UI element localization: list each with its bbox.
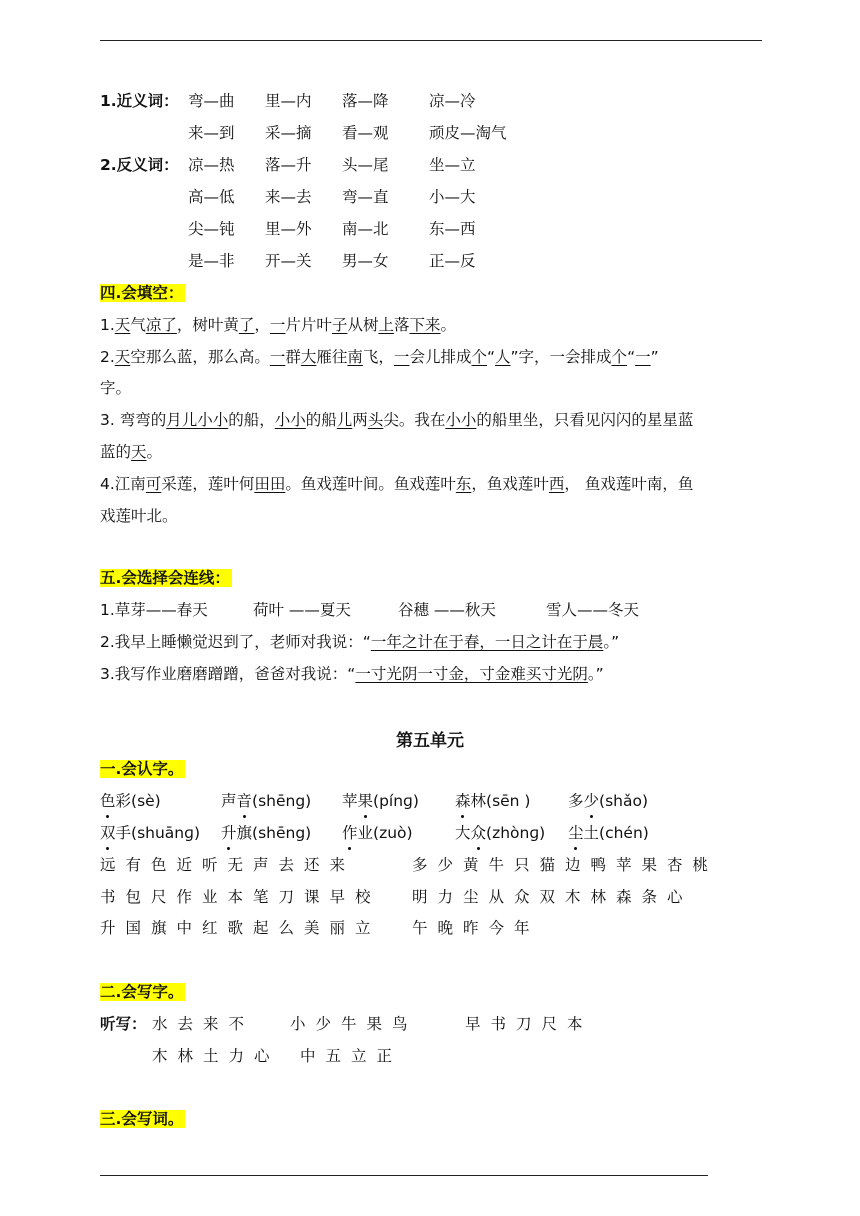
text: 尖。我在 — [383, 411, 446, 429]
underlined-char: 一 — [269, 316, 286, 334]
underlined-char: 小小 — [445, 411, 477, 429]
dotted-char: 果 — [357, 792, 374, 810]
fill-sentence-3 — [100, 409, 693, 431]
underlined-char: 小小 — [274, 411, 306, 429]
synonyms-label: 1.近义词： — [100, 92, 179, 110]
text: 业(zuò) — [357, 824, 413, 842]
word-pair: 来—去 — [265, 188, 312, 206]
word-pair: 落—升 — [265, 156, 312, 174]
word-pair: 正—反 — [429, 252, 476, 270]
word-pair: 是—非 — [188, 252, 235, 270]
text: 土(chén) — [583, 824, 649, 842]
underlined-char: 一 — [269, 348, 286, 366]
recognize-heading — [100, 758, 185, 780]
text: 戏莲叶北。 — [100, 507, 178, 525]
dictation-label: 听写： — [100, 1015, 147, 1033]
pinyin-word — [342, 790, 419, 812]
char-group: 水去来不 — [152, 1015, 255, 1033]
underlined-char: 凉了 — [145, 316, 177, 334]
underlined-char: 个 — [471, 348, 487, 366]
char-group: 午晚昨今年 — [412, 919, 540, 937]
text: 群 — [285, 348, 301, 366]
header-rule — [100, 40, 762, 41]
dotted-char: 尘 — [568, 824, 584, 842]
underlined-quote: 一年之计在于春，一日之计在于晨 — [370, 633, 604, 651]
match-pair: 荷叶 ——夏天 — [253, 601, 351, 619]
text: ， 鱼戏莲叶南，鱼 — [564, 475, 694, 493]
underlined-char: 子 — [331, 316, 348, 334]
text: 蓝的 — [100, 443, 132, 461]
word-pair: 小—大 — [429, 188, 476, 206]
text: 的船里坐，只看见闪闪的星星蓝 — [476, 411, 694, 429]
char-group: 明力尘从众双木林森条心 — [412, 888, 693, 906]
char-group: 多少黄牛只猫边鸭苹果杏桃 — [412, 856, 719, 874]
underlined-char: 儿 — [336, 411, 353, 429]
char-group: 小少牛果鸟 — [290, 1015, 418, 1033]
section-heading: 五.会选择会连线： — [100, 569, 230, 587]
fill-sentence-4 — [100, 473, 693, 495]
section-5-heading — [100, 567, 232, 589]
word-pair: 看—观 — [342, 124, 389, 142]
word-pair: 高—低 — [188, 188, 235, 206]
text: 3. 弯弯的 — [100, 411, 167, 429]
text: 落 — [393, 316, 410, 334]
text: 片片叶 — [285, 316, 332, 334]
match-pair: 雪人——冬天 — [546, 601, 640, 619]
text: 的船 — [305, 411, 337, 429]
char-group: 早书刀尺本 — [465, 1015, 593, 1033]
pinyin-word — [455, 790, 530, 812]
text: 会儿排成 — [409, 348, 472, 366]
dotted-char: 众 — [470, 824, 487, 842]
word-pair: 坐—立 — [429, 156, 476, 174]
text: 2.我早上睡懒觉迟到了，老师对我说：“ — [100, 633, 371, 651]
text: 多 — [568, 792, 584, 810]
dotted-char: 升 — [221, 824, 237, 842]
underlined-char: 头 — [367, 411, 384, 429]
text: 。” — [603, 633, 620, 651]
text: 苹 — [342, 792, 358, 810]
pinyin-word — [221, 822, 311, 844]
word-pair: 里—外 — [265, 220, 312, 238]
text: ， — [254, 316, 270, 334]
match-pair: 1.草芽——春天 — [100, 601, 208, 619]
underlined-quote: 一寸光阴一寸金，寸金难买寸光阴 — [355, 665, 588, 683]
text: (shǎo) — [599, 792, 649, 810]
section-4-heading — [100, 282, 185, 304]
text: 。 — [146, 443, 163, 461]
fill-sentence-2-cont — [100, 377, 131, 399]
word-pair: 凉—冷 — [429, 92, 476, 110]
text: 。鱼戏莲叶间。鱼戏莲叶 — [285, 475, 456, 493]
char-group: 书包尺作业本笔刀课早校 — [100, 888, 381, 906]
section-heading: 四.会填空： — [100, 284, 184, 302]
section-heading: 一.会认字。 — [100, 760, 184, 778]
underlined-char: 南 — [347, 348, 363, 366]
underlined-char: 天 — [114, 316, 131, 334]
fill-sentence-1 — [100, 314, 456, 336]
pinyin-word — [342, 822, 413, 844]
text: 彩(sè) — [115, 792, 161, 810]
text: 1. — [100, 316, 115, 334]
synonyms-row-1 — [100, 90, 179, 112]
footer-rule — [100, 1175, 708, 1176]
fill-sentence-3-cont — [100, 441, 162, 463]
text: 采莲，莲叶何 — [161, 475, 255, 493]
underlined-char: 了 — [238, 316, 255, 334]
word-pair: 头—尾 — [342, 156, 389, 174]
char-group: 升国旗中红歌起么美丽立 — [100, 919, 381, 937]
write-chars-heading — [100, 981, 185, 1003]
text: 林(sēn ) — [470, 792, 531, 810]
word-pair: 里—内 — [265, 92, 312, 110]
underlined-char: 天 — [131, 443, 147, 461]
char-group: 中五立正 — [300, 1047, 403, 1065]
match-line-3 — [100, 663, 604, 685]
text: 大 — [455, 824, 471, 842]
text: 字。 — [100, 379, 132, 397]
fill-sentence-4-cont — [100, 505, 178, 527]
text: ，鱼戏莲叶 — [471, 475, 549, 493]
text: (zhònɡ) — [486, 824, 546, 842]
antonyms-row-1 — [100, 154, 179, 176]
underlined-char: 东 — [455, 475, 472, 493]
underlined-char: 一 — [393, 348, 410, 366]
text: 。” — [587, 665, 604, 683]
underlined-char: 下来 — [409, 316, 441, 334]
section-heading: 三.会写词。 — [100, 1110, 184, 1128]
word-pair: 顽皮—淘气 — [429, 124, 507, 142]
word-pair: 开—关 — [265, 252, 312, 270]
text: ” — [650, 348, 659, 366]
dotted-char: 音 — [236, 792, 253, 810]
unit-title: 第五单元 — [396, 731, 464, 751]
text: 雁往 — [316, 348, 348, 366]
fill-sentence-2 — [100, 346, 659, 368]
text: 。 — [440, 316, 457, 334]
dotted-char: 双 — [100, 824, 116, 842]
underlined-char: 个 — [611, 348, 628, 366]
dotted-char: 森 — [455, 792, 471, 810]
text: 3.我写作业磨磨蹭蹭，爸爸对我说：“ — [100, 665, 356, 683]
dotted-char: 少 — [583, 792, 600, 810]
word-pair: 男—女 — [342, 252, 389, 270]
word-pair: 尖—钝 — [188, 220, 235, 238]
text: 从树 — [347, 316, 379, 334]
pinyin-word — [100, 822, 200, 844]
match-pair: 谷穗 ——秋天 — [398, 601, 496, 619]
text: 手(shuānɡ) — [115, 824, 200, 842]
text: ”字，一会排成 — [510, 348, 612, 366]
text: “ — [486, 348, 495, 366]
word-pair: 来—到 — [188, 124, 235, 142]
word-pair: 弯—直 — [342, 188, 389, 206]
match-line-2 — [100, 631, 619, 653]
word-pair: 南—北 — [342, 220, 389, 238]
text: “ — [627, 348, 636, 366]
word-pair: 弯—曲 — [188, 92, 235, 110]
pinyin-word — [100, 790, 161, 812]
pinyin-word — [221, 790, 311, 812]
underlined-char: 上 — [378, 316, 394, 334]
word-pair: 落—降 — [342, 92, 389, 110]
underlined-char: 大 — [300, 348, 317, 366]
pinyin-word — [455, 822, 545, 844]
text: (pínɡ) — [373, 792, 419, 810]
text: 空那么蓝，那么高。 — [130, 348, 270, 366]
text: ，树叶黄 — [176, 316, 239, 334]
underlined-char: 人 — [495, 348, 511, 366]
text: 飞， — [362, 348, 394, 366]
char-group: 木林土力心 — [152, 1047, 280, 1065]
text: 两 — [352, 411, 368, 429]
text: 旗(shēng) — [236, 824, 312, 842]
text: 气 — [130, 316, 146, 334]
word-pair: 采—摘 — [265, 124, 312, 142]
text: 2. — [100, 348, 115, 366]
underlined-char: 田田 — [254, 475, 286, 493]
write-words-heading — [100, 1108, 185, 1130]
text: 的船， — [228, 411, 275, 429]
underlined-char: 可 — [145, 475, 162, 493]
dotted-char: 色 — [100, 792, 116, 810]
text: 声 — [221, 792, 237, 810]
section-heading: 二.会写字。 — [100, 983, 184, 1001]
underlined-char: 天 — [114, 348, 131, 366]
pinyin-word — [568, 822, 649, 844]
word-pair: 东—西 — [429, 220, 476, 238]
underlined-char: 月儿小小 — [166, 411, 229, 429]
text: 4.江南 — [100, 475, 146, 493]
dotted-char: 作 — [342, 824, 358, 842]
char-group: 远有色近听无声去还来 — [100, 856, 356, 874]
underlined-char: 一 — [635, 348, 651, 366]
word-pair: 凉—热 — [188, 156, 235, 174]
underlined-char: 西 — [548, 475, 565, 493]
text: (shēng) — [252, 792, 312, 810]
antonyms-label: 2.反义词： — [100, 156, 179, 174]
pinyin-word — [568, 790, 648, 812]
